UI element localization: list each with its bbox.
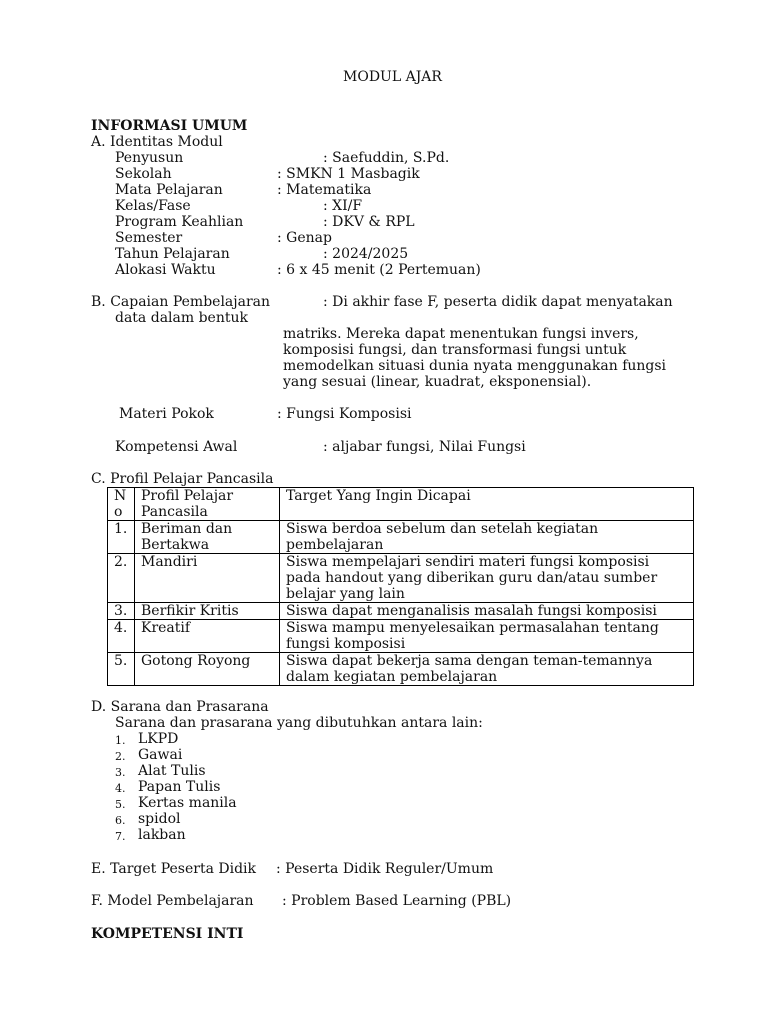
sarana-label: D. Sarana dan Prasarana [91,699,269,715]
identitas-label-semester: Semester [115,230,183,246]
kompetensi-awal-label: Kompetensi Awal [115,439,238,455]
row-profil: Mandiri [141,554,198,570]
identitas-value-mapel: : Matematika [277,182,372,198]
row-target: Siswa berdoa sebelum dan setelah kegiatan pembelajaran [286,521,599,553]
sarana-item: Alat Tulis [138,763,206,779]
sarana-item: spidol [138,811,181,827]
capaian-label: B. Capaian Pembelajaran [91,294,271,310]
row-number: 4. [114,620,128,636]
identitas-label-program: Program Keahlian [115,214,244,230]
identitas-value-kelas: : XI/F [323,198,363,214]
model-pembelajaran-label: F. Model Pembelajaran [91,893,254,909]
kompetensi-awal-value: : aljabar fungsi, Nilai Fungsi [323,439,526,455]
sarana-item: Papan Tulis [138,779,221,795]
identitas-label-kelas: Kelas/Fase [115,198,191,214]
sarana-item-number: 4. [115,782,126,795]
table-header-cell [280,488,694,521]
sarana-item: Gawai [138,747,183,763]
sarana-item-number: 1. [115,734,126,747]
header-no: N o [114,488,127,520]
identitas-value-alokasi: : 6 x 45 menit (2 Pertemuan) [277,262,481,278]
sarana-item: lakban [138,827,186,843]
row-profil: Kreatif [141,620,191,636]
capaian-continuation-3: memodelkan situasi dunia nyata menggunakan fungsi [283,358,667,374]
row-target: Siswa dapat bekerja sama dengan teman-temannya dalam kegiatan pembelajaran [286,653,653,685]
table-header-cell [108,488,135,521]
target-peserta-value: : Peserta Didik Reguler/Umum [276,861,494,877]
sarana-item-number: 5. [115,798,126,811]
identitas-value-program: : DKV & RPL [323,214,415,230]
document-title: MODUL AJAR [343,69,442,85]
table-header-cell [135,488,280,521]
capaian-continuation-1: matriks. Mereka dapat menentukan fungsi invers, [283,326,639,342]
table-row [108,620,694,653]
identitas-label-penyusun: Penyusun [115,150,184,166]
table-row [108,521,694,554]
identitas-label-sekolah: Sekolah [115,166,172,182]
identitas-label-alokasi: Alokasi Waktu [115,262,216,278]
sarana-item-number: 3. [115,766,126,779]
capaian-line-2: data dalam bentuk [115,310,248,326]
materi-pokok-value: : Fungsi Komposisi [277,406,412,422]
identitas-modul-label: A. Identitas Modul [91,134,223,150]
identitas-value-tahun: : 2024/2025 [323,246,409,262]
identitas-value-semester: : Genap [277,230,332,246]
row-profil: Beriman dan Bertakwa [141,521,233,553]
identitas-value-penyusun: : Saefuddin, S.Pd. [323,150,450,166]
section-heading-informasi-umum: INFORMASI UMUM [91,118,248,134]
capaian-continuation-4: yang sesuai (linear, kuadrat, eksponensial). [283,374,592,390]
capaian-line-1: : Di akhir fase F, peserta didik dapat menyatakan [323,294,673,310]
sarana-intro: Sarana dan prasarana yang dibutuhkan antara lain: [115,715,483,731]
capaian-continuation-2: komposisi fungsi, dan transformasi fungsi untuk [283,342,627,358]
header-profil: Profil Pelajar Pancasila [141,488,234,520]
identitas-label-mapel: Mata Pelajaran [115,182,223,198]
target-peserta-label: E. Target Peserta Didik [91,861,257,877]
row-number: 5. [114,653,128,669]
row-profil: Berfikir Kritis [141,603,239,619]
table-row [108,603,694,620]
identitas-label-tahun: Tahun Pelajaran [115,246,230,262]
row-target: Siswa dapat menganalisis masalah fungsi komposisi [286,603,657,619]
materi-pokok-label: Materi Pokok [119,406,214,422]
sarana-item-number: 6. [115,814,126,827]
profil-table [107,487,694,686]
sarana-item-number: 7. [115,830,126,843]
identitas-value-sekolah: : SMKN 1 Masbagik [277,166,420,182]
sarana-item: LKPD [138,731,179,747]
header-target: Target Yang Ingin Dicapai [286,488,471,504]
table-row [108,554,694,603]
sarana-item-number: 2. [115,750,126,763]
table-row [108,653,694,686]
profil-label: C. Profil Pelajar Pancasila [91,471,274,487]
row-profil: Gotong Royong [141,653,251,669]
row-number: 1. [114,521,128,537]
row-target: Siswa mempelajari sendiri materi fungsi komposisi pada handout yang diberikan guru dan/atau sumber belajar yang lain [286,554,658,602]
sarana-item: Kertas manila [138,795,237,811]
row-number: 2. [114,554,128,570]
section-heading-kompetensi-inti: KOMPETENSI INTI [91,926,244,942]
table-header-row [108,488,694,521]
row-target: Siswa mampu menyelesaikan permasalahan tentang fungsi komposisi [286,620,659,652]
model-pembelajaran-value: : Problem Based Learning (PBL) [282,893,512,909]
row-number: 3. [114,603,128,619]
